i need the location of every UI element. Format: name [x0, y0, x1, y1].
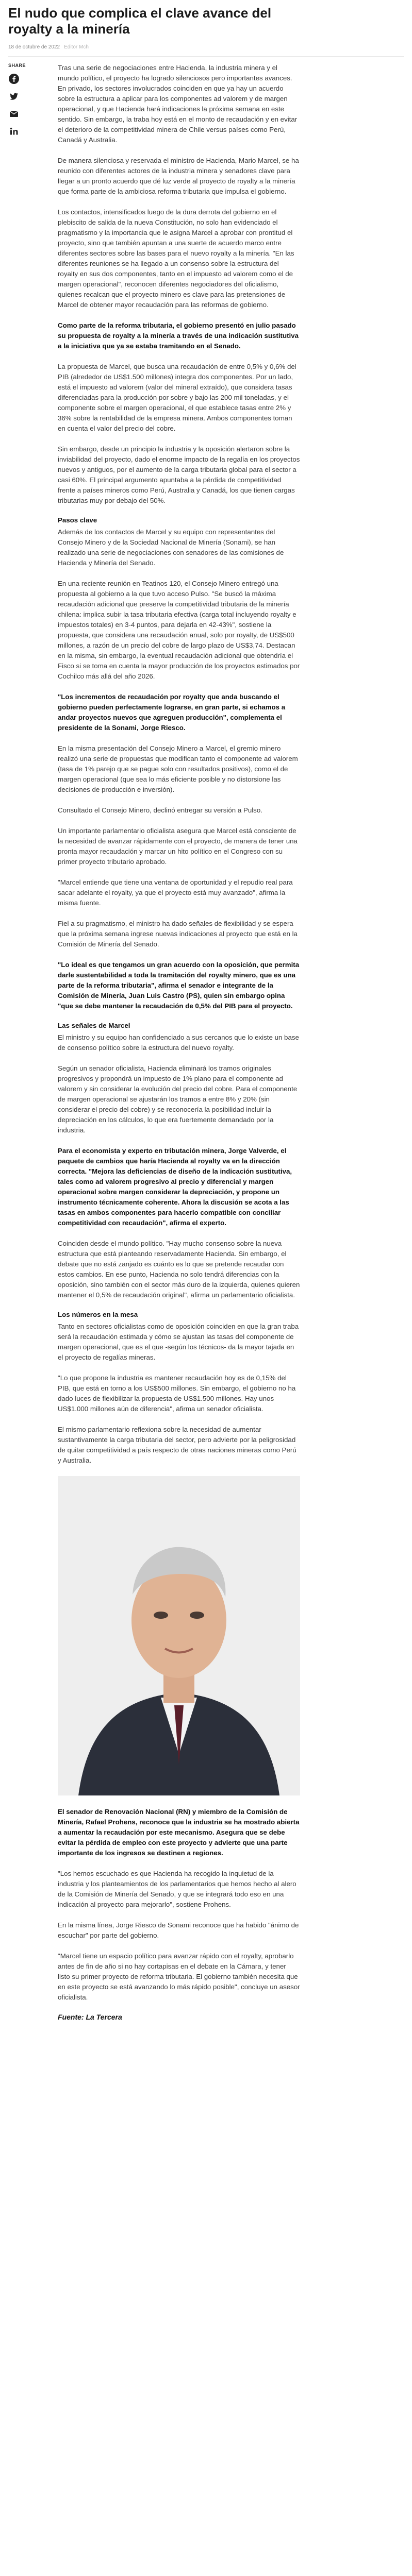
section-heading: Pasos clave	[58, 516, 97, 524]
bold-text: "Los incrementos de recaudación por royalty que anda buscando el gobierno pueden perfectamente lograrse, en gran parte, si echamos a andar proyectos nuevos que agreguen producción", complementa el presidente de la Sonami, Jorge Riesco.	[58, 693, 286, 732]
paragraph: Sin embargo, desde un principio la industria y la oposición alertaron sobre la inviabilidad del proyecto, dado el enorme impacto de la regalía en los proyectos nuevos y antiguos, por el aumento de la carga tributaria global para el sector a casi 60%. El principal argumento apuntaba a la pérdida de competitividad frente a países mineros como Perú, Australia y Canadá, los que tienen cargas tributarias muy por debajo del 50%.	[58, 445, 300, 504]
paragraph: En la misma línea, Jorge Riesco de Sonami reconoce que ha habido "ánimo de escuchar" por parte del gobierno.	[58, 1921, 299, 1939]
paragraph: Tras una serie de negociaciones entre Hacienda, la industria minera y el mundo político, el proyecto ha logrado silenciosos pero importantes avances. En privado, los sectores involucrados coinciden en que ya hay un acuerdo sobre la estructura a aplicar para los componentes ad valorem y de margen operacional, y que Hacienda hará indicaciones la próxima semana en este sentido. Sin embargo, la traba hoy está en el monto de recaudación y en evitar el deterioro de la competitividad minera de Chile versus países como Perú, Canadá y Australia.	[58, 64, 298, 144]
article-title: El nudo que complica el clave avance del royalty a la minería	[8, 5, 272, 37]
bold-text: Como parte de la reforma tributaria, el gobierno presentó en julio pasado su propuesta de royalty a la minería a través de una indicación sustitutiva a la iniciativa que ya se estaba tramitando en el Senado.	[58, 321, 299, 350]
article-body	[58, 63, 300, 2021]
article-date: 18 de octubre de 2022	[8, 44, 60, 50]
email-icon[interactable]	[8, 108, 20, 120]
paragraph: "Los hemos escuchado es que Hacienda ha recogido la inquietud de la industria y los planteamientos de los parlamentarios que hemos hecho al alero de la Comisión de Minería del Senado, y que se integrará todo eso en una indicación al proyecto para mejorarlo", sostiene Prohens.	[58, 1870, 296, 1908]
article-author[interactable]: Editor Mch	[64, 44, 89, 50]
share-sidebar	[8, 63, 58, 2021]
bold-paragraph	[58, 1807, 300, 1858]
paragraph: Un importante parlamentario oficialista asegura que Marcel está consciente de la necesidad de avanzar rápidamente con el proyecto, de manera de tener una pronta mayor recaudación y marcar un hito político en el Congreso con su primer proyecto tributario aprobado.	[58, 827, 298, 866]
section-heading: Las señales de Marcel	[58, 1022, 130, 1029]
paragraph: En una reciente reunión en Teatinos 120, el Consejo Minero entregó una propuesta al gobierno a la que tuvo acceso Pulso. "Se buscó la máxima recaudación adicional que preserve la competitividad tributaria de la minería chilena: implica subir la tasa tributaria efectiva (carga total incluyendo royalty e impuestos totales) en 3-4 puntos, para dejarla en 42-43%", sostiene la propuesta, que considera una recaudación anual, solo por royalty, de US$500 millones, a razón de un precio del cobre de largo plazo de US$3,74. Destacan en la misma, sin embargo, la eventual recaudación adicional que obtendría el Fisco si se toma en cuenta la mayor producción de los proyectos estimados por Cochilco más allá del año 2026.	[58, 580, 300, 680]
article-header	[0, 0, 412, 50]
bold-paragraph	[58, 960, 300, 1011]
bold-paragraph	[58, 692, 300, 733]
paragraph: Los contactos, intensificados luego de la dura derrota del gobierno en el plebiscito de salida de la nueva Constitución, no solo han evidenciado el pragmatismo y la importancia que le asigna Marcel a aprobar con prontitud el proyecto, sino que también apuntan a una suerte de acuerdo marco entre diferentes sectores sobre las bases para el nuevo royalty a la minería. "En las diferentes reuniones se ha llegado a un consenso sobre la estructura del royalty en sus dos componentes, tanto en el impuesto ad valorem como el de margen operacional", reconocen diferentes negociadores del oficialismo, quienes recalcan que el proyecto minero es clave para las pretensiones de Marcel de obtener mayor recaudación para las reformas de gobierno.	[58, 208, 294, 309]
twitter-icon[interactable]	[8, 91, 20, 102]
article-meta	[8, 44, 404, 50]
linkedin-icon[interactable]	[8, 126, 20, 137]
article-source	[58, 2013, 300, 2021]
source-prefix: Fuente:	[58, 2013, 84, 2021]
paragraph: Además de los contactos de Marcel y su equipo con representantes del Consejo Minero y de la Sociedad Nacional de Minería (Sonami), se han realizado una serie de negociaciones con senadores de las comisiones de Hacienda y Minería del Senado.	[58, 528, 284, 567]
paragraph: Fiel a su pragmatismo, el ministro ha dado señales de flexibilidad y se espera que la próxima semana ingrese nuevas indicaciones al proyecto que está en la Comisión de Minería del Senado.	[58, 920, 298, 948]
paragraph: De manera silenciosa y reservada el ministro de Hacienda, Mario Marcel, se ha reunido con diferentes actores de la industria minera y senadores clave para llegar a un pronto acuerdo que dé luz verde al proyecto de royalty a la minería que forma parte de la ambiciosa reforma tributaria que impulsa el gobierno.	[58, 157, 299, 195]
paragraph: Tanto en sectores oficialistas como de oposición coinciden en que la gran traba será la recaudación estimada y cómo se ajustan las tasas del componente de margen operacional, que es el que -según los técnicos- da la mayor tajada en el proyecto de regalías mineras.	[58, 1323, 299, 1361]
section-heading: Los números en la mesa	[58, 1311, 138, 1318]
share-label: SHARE	[8, 63, 26, 68]
paragraph: "Marcel tiene un espacio político para avanzar rápido con el royalty, aprobarlo antes de fin de año si no hay cortapisas en el debate en la Cámara, y tener listo su primer proyecto de reforma tributaria. El gobierno también necesita que en este proyecto se está avanzando lo más rápido posible", concluye un asesor oficialista.	[58, 1952, 300, 2001]
paragraph: "Lo que propone la industria es mantener recaudación hoy es de 0,15% del PIB, que está en torno a los US$500 millones. Sin embargo, el gobierno no ha dado luces de flexibilizar la propuesta de US$1.500 millones. Hay unos US$1.000 millones aún de diferencia", afirma un senador oficialista.	[58, 1374, 296, 1413]
article-photo	[58, 1476, 300, 1795]
paragraph: El ministro y su equipo han confidenciado a sus cercanos que lo existe un base de consenso político sobre la estructura del nuevo royalty.	[58, 1033, 299, 1052]
content-wrap	[0, 57, 412, 2021]
paragraph: La propuesta de Marcel, que busca una recaudación de entre 0,5% y 0,6% del PIB (alrededor de US$1.500 millones) integra dos componentes. Por un lado, está el impuesto ad valorem (valor del mineral extraído), que considera tasas diferenciadas para la producción por sobre y bajo las 200 mil toneladas, y el componente sobre el margen operacional, el que establece tasas entre 2% y 36% sobre la rentabilidad de la empresa minera. Ambos componentes toman en cuenta el valor del precio del cobre.	[58, 363, 296, 432]
paragraph: En la misma presentación del Consejo Minero a Marcel, el gremio minero realizó una serie de propuestas que modifican tanto el componente ad valorem (tasa de 1% parejo que se pague solo con resultados positivos), como el de margen operacional (que sea lo más eficiente posible y no distorsione las decisiones de producción e inversión).	[58, 744, 298, 793]
bold-text: El senador de Renovación Nacional (RN) y miembro de la Comisión de Minería, Rafael Prohens, reconoce que la industria se ha mostrado abierta a aumentar la recaudación por este mecanismo. Asegura que se debe evitar la pérdida de empleo con este proyecto y advierte que una parte importante de los ingresos se destinen a regiones.	[58, 1808, 300, 1857]
bold-text: Para el economista y experto en tributación minera, Jorge Valverde, el paquete de cambios que haría Hacienda al royalty va en la dirección correcta. "Mejora las deficiencias de diseño de la indicación sustitutiva, tales como ad valorem progresivo al precio y diferencial y margen operacional sobre margen considerar la depreciación, y propone un instrumento técnicamente coherente. Ahora la discusión se acota a las tasas en ambos componentes para hacerlo compatible con conciliar competitividad con recaudación", afirma el experto.	[58, 1147, 292, 1227]
paragraph: El mismo parlamentario reflexiona sobre la necesidad de aumentar sustantivamente la carga tributaria del sector, pero advierte por la peligrosidad de quitar competitividad a país respecto de otras naciones mineras como Perú y Australia.	[58, 1426, 296, 1464]
source-name[interactable]: La Tercera	[86, 2013, 122, 2021]
facebook-icon[interactable]	[8, 73, 20, 84]
portrait-image	[58, 1476, 300, 1795]
paragraph: "Marcel entiende que tiene una ventana de oportunidad y el repudio real para sacar adelante el royalty, ya que el proyecto está muy avanzado", afirma la misma fuente.	[58, 878, 293, 907]
paragraph: Según un senador oficialista, Hacienda eliminará los tramos originales progresivos y propondrá un impuesto de 1% plano para el componente ad valorem y sin considerar la evolución del precio del cobre. Para el componente de margen operacional se ajustarán los tramos a entre 8% y 20% (sin considerar el precio del cobre) y se reconocería la posibilidad incluir la depreciación en los cálculos, lo que era fuertemente demandado por la industria.	[58, 1064, 298, 1134]
bold-text: "Lo ideal es que tengamos un gran acuerdo con la oposición, que permita darle sustentabilidad a toda la tramitación del royalty minero, que es una parte de la reforma tributaria", afirma el senador e integrante de la Comisión de Minería, Juan Luis Castro (PS), quien sin embargo opina "que se debe mantener la recaudación de 0,5% del PIB para el proyecto.	[58, 961, 300, 1010]
bold-paragraph	[58, 320, 300, 351]
paragraph: Coinciden desde el mundo político. "Hay mucho consenso sobre la nueva estructura que está planteando reservadamente Hacienda. Sin embargo, el debate que no está zanjado es cuánto es lo que se pretende recaudar con estos cambios. En ese punto, Hacienda no solo tendrá diferencias con la oposición, sino también con el sector más duro de la izquierda, quienes quieren mantener el 0,5% de recaudación original", afirma un parlamentario oficialista.	[58, 1240, 300, 1299]
paragraph: Consultado el Consejo Minero, declinó entregar su versión a Pulso.	[58, 806, 262, 814]
bold-paragraph	[58, 1146, 300, 1228]
